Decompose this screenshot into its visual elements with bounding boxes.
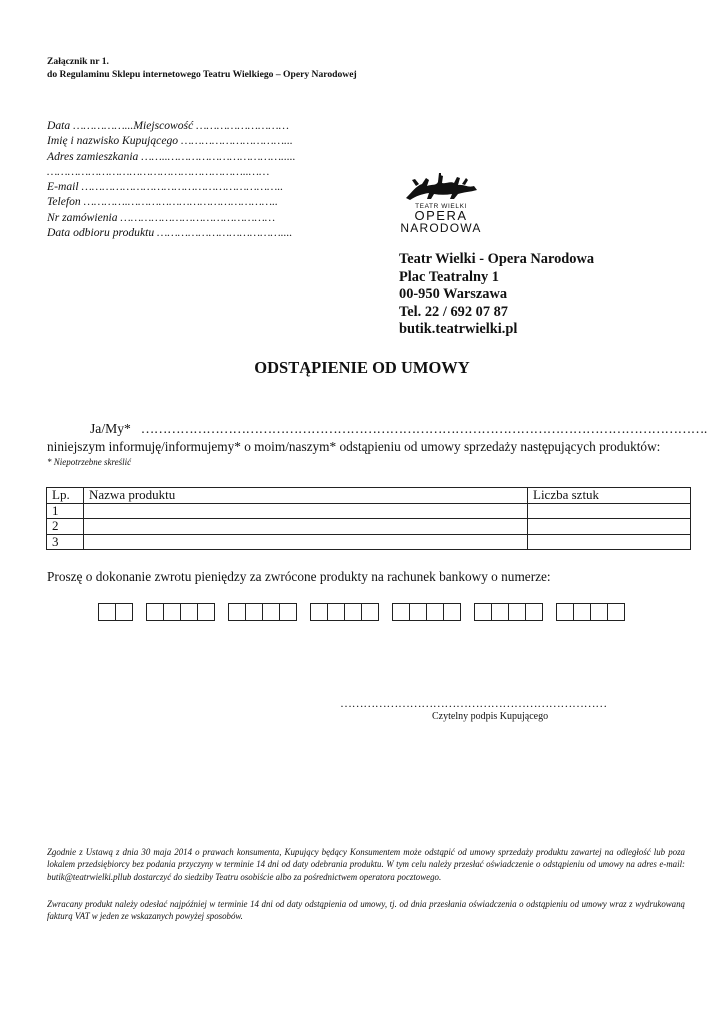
customer-fields	[47, 118, 296, 240]
digit-box[interactable]	[228, 603, 246, 621]
digit-box[interactable]	[607, 603, 625, 621]
header-product-name: Nazwa produktu	[84, 488, 528, 504]
header-lp: Lp.	[47, 488, 84, 504]
declarant-label: Ja/My*	[90, 421, 131, 436]
field-order-number[interactable]: Nr zamówienia ………………………………………	[47, 210, 276, 224]
annex-subtitle: do Regulaminu Sklepu internetowego Teatru Wielkiego – Opery Narodowej	[47, 69, 357, 80]
field-phone[interactable]: Telefon ………….……………………………………..	[47, 195, 278, 209]
field-address-cont[interactable]: …………………………………………………..……	[47, 164, 270, 178]
digit-box[interactable]	[146, 603, 164, 621]
document-title: ODSTĄPIENIE OD UMOWY	[254, 358, 470, 377]
opera-logo	[396, 172, 486, 244]
product-name-cell[interactable]	[84, 519, 528, 535]
address-street: Plac Teatralny 1	[399, 268, 499, 285]
table-row	[47, 519, 691, 535]
legal-note-withdrawal: Zgodnie z Ustawą z dnia 30 maja 2014 o prawach konsumenta, Kupujący będący Konsumentem może odstąpić od umowy sprzedaży produktu zawartej na odległość lub poza lokalem przedsiębiorcy bez podania przyczyny w terminie 14 dni od daty odebrania produktu. W tym celu należy przesłać oświadczenie o odstąpieniu od umowy na adres e-mail: butik@teatrwielki.pllub dostarczyć do siedziby Teatru osobiście albo za pośrednictwem operatora pocztowego.	[47, 847, 685, 882]
row-number: 2	[47, 519, 84, 535]
recipient-address	[399, 251, 594, 339]
field-address[interactable]: Adres zamieszkania ……..…………………………….....	[47, 149, 296, 163]
product-name-cell[interactable]	[84, 534, 528, 550]
account-group[interactable]	[228, 603, 296, 621]
quantity-cell[interactable]	[528, 503, 691, 519]
signature-label: Czytelny podpis Kupującego	[432, 711, 549, 722]
table-row	[47, 503, 691, 519]
address-phone: Tel. 22 / 692 07 87	[399, 303, 509, 320]
digit-box[interactable]	[474, 603, 492, 621]
digit-box[interactable]	[245, 603, 263, 621]
quantity-cell[interactable]	[528, 534, 691, 550]
account-group[interactable]	[474, 603, 542, 621]
logo-small-text: TEATR WIELKI	[415, 203, 467, 210]
digit-box[interactable]	[556, 603, 574, 621]
refund-request: Proszę o dokonanie zwrotu pieniędzy za zwrócone produkty na rachunek bankowy o numerze:	[47, 569, 551, 584]
account-group[interactable]	[392, 603, 460, 621]
digit-box[interactable]	[163, 603, 181, 621]
account-group[interactable]	[556, 603, 624, 621]
declarant-dots[interactable]: ………………………………………………………………………………………………………………….	[140, 421, 707, 436]
quadriga-icon	[402, 172, 480, 202]
address-website: butik.teatrwielki.pl	[399, 321, 518, 338]
field-receipt-date[interactable]: Data odbioru produktu ………………………………....	[47, 226, 293, 240]
product-name-cell[interactable]	[84, 503, 528, 519]
digit-box[interactable]	[344, 603, 362, 621]
field-date-place[interactable]: Data ……………...Miejscowość ………………………	[47, 119, 289, 132]
logo-opera-text: OPERA	[414, 208, 468, 223]
quantity-cell[interactable]	[528, 519, 691, 535]
digit-box[interactable]	[327, 603, 345, 621]
footnote: * Niepotrzebne skreślić	[47, 457, 132, 467]
table-row	[47, 534, 691, 550]
digit-box[interactable]	[262, 603, 280, 621]
digit-box[interactable]	[409, 603, 427, 621]
digit-box[interactable]	[115, 603, 133, 621]
account-group[interactable]	[310, 603, 378, 621]
annex-number: Załącznik nr 1.	[47, 56, 109, 67]
address-name: Teatr Wielki - Opera Narodowa	[399, 251, 595, 267]
row-number: 1	[47, 503, 84, 519]
declarant-line[interactable]	[90, 421, 707, 437]
digit-box[interactable]	[98, 603, 116, 621]
bank-account-boxes[interactable]	[98, 603, 638, 621]
digit-box[interactable]	[443, 603, 461, 621]
header-quantity: Liczba sztuk	[528, 488, 691, 504]
withdrawal-statement: niniejszym informuję/informujemy* o moim/naszym* odstąpieniu od umowy sprzedaży następujących produktów:	[47, 439, 661, 454]
digit-box[interactable]	[310, 603, 328, 621]
row-number: 3	[47, 534, 84, 550]
digit-box[interactable]	[426, 603, 444, 621]
address-city: 00-950 Warszawa	[399, 286, 508, 303]
field-email[interactable]: E-mail …………………………………………………..	[47, 180, 284, 194]
signature-line[interactable]: ……………………………………………………………	[340, 696, 607, 710]
products-table	[46, 487, 691, 550]
digit-box[interactable]	[180, 603, 198, 621]
account-group[interactable]	[146, 603, 214, 621]
digit-box[interactable]	[590, 603, 608, 621]
digit-box[interactable]	[525, 603, 543, 621]
digit-box[interactable]	[361, 603, 379, 621]
digit-box[interactable]	[279, 603, 297, 621]
digit-box[interactable]	[392, 603, 410, 621]
digit-box[interactable]	[491, 603, 509, 621]
digit-box[interactable]	[508, 603, 526, 621]
annex-header	[47, 55, 357, 81]
digit-box[interactable]	[197, 603, 215, 621]
digit-box[interactable]	[573, 603, 591, 621]
table-header-row	[47, 488, 691, 504]
logo-narodowa-text: NARODOWA	[400, 221, 482, 235]
legal-note-return: Zwracany produkt należy odesłać najpóźniej w terminie 14 dni od daty odstąpienia od umowy, tj. od dnia przesłania oświadczenia o odstąpieniu od umowy wraz z wydrukowaną fakturą VAT w jeden ze wskazanych powyżej sposobów.	[47, 899, 685, 922]
account-group[interactable]	[98, 603, 132, 621]
field-name[interactable]: Imię i nazwisko Kupującego …………………………...	[47, 134, 293, 148]
